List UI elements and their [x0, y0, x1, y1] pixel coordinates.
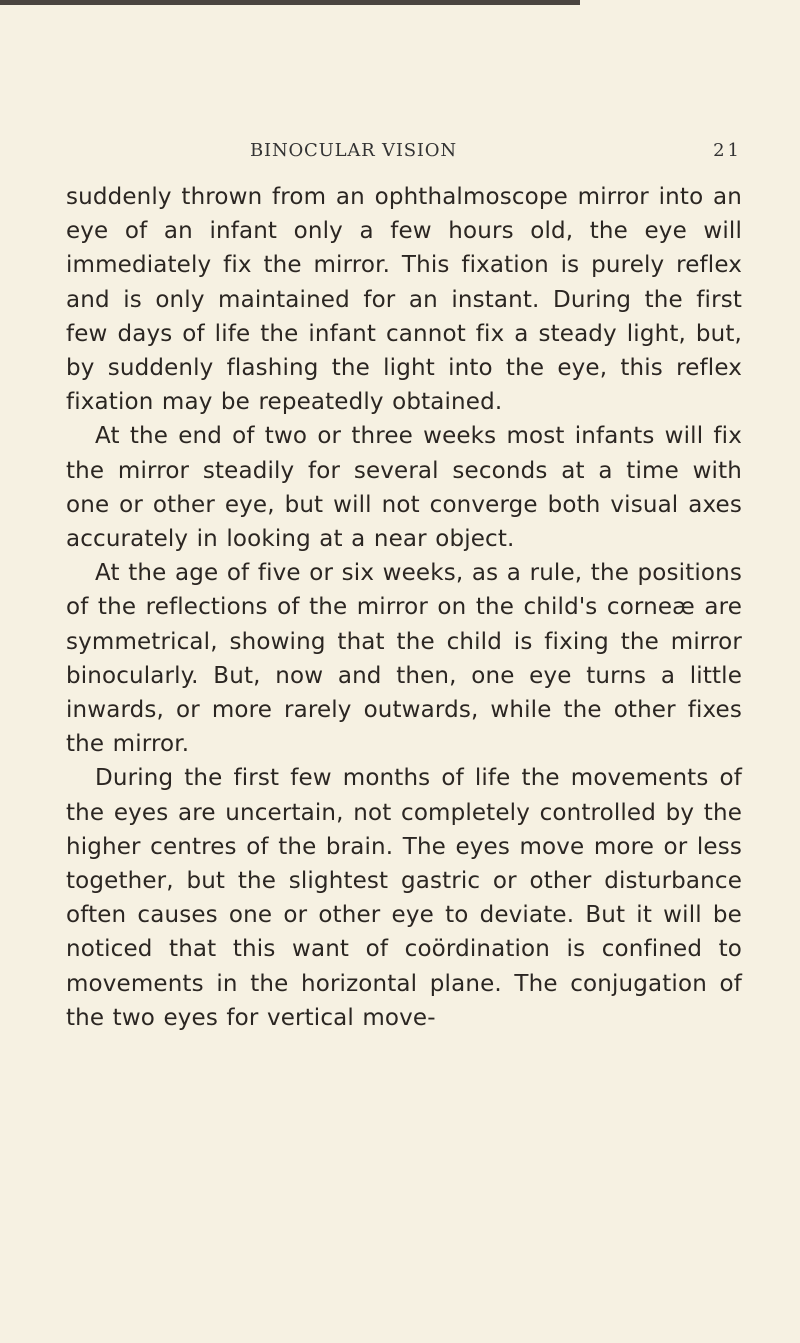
paragraph: During the first few months of life the movements of the eyes are uncertain, not completely controlled by the higher centres of the brain. The eyes move more or less together, but the slightest gastric or other disturbance often causes one or other eye to deviate. But it will be noticed that this want of coördination is confined to movements in the horizontal plane. The conjugation of the two eyes for vertical move- [66, 765, 742, 1031]
paragraph-continuation: suddenly thrown from an ophthalmoscope mirror into an eye of an infant only a few hours old, the eye will immediately fix the mirror. This fixation is purely reflex and is only maintained for an instant. During the first few days of life the infant cannot fix a steady light, but, by suddenly flashing the light into the eye, this reflex fixation may be repeatedly obtained. [66, 184, 742, 416]
body-text [66, 180, 742, 1035]
page-number: 21 [713, 140, 742, 161]
page-header [66, 140, 742, 180]
paragraph: At the age of five or six weeks, as a rule, the positions of the reflections of the mirror on the child's corneæ are symmetrical, showing that the child is fixing the mirror binocularly. But, now and then, one eye turns a little inwards, or more rarely outwards, while the other fixes the mirror. [66, 560, 742, 758]
running-title: BINOCULAR VISION [250, 140, 457, 161]
top-edge-rule [0, 0, 580, 5]
paragraph: At the end of two or three weeks most infants will fix the mirror steadily for several seconds at a time with one or other eye, but will not converge both visual axes accurately in looking at a near object. [66, 423, 742, 553]
book-page [66, 140, 742, 1035]
